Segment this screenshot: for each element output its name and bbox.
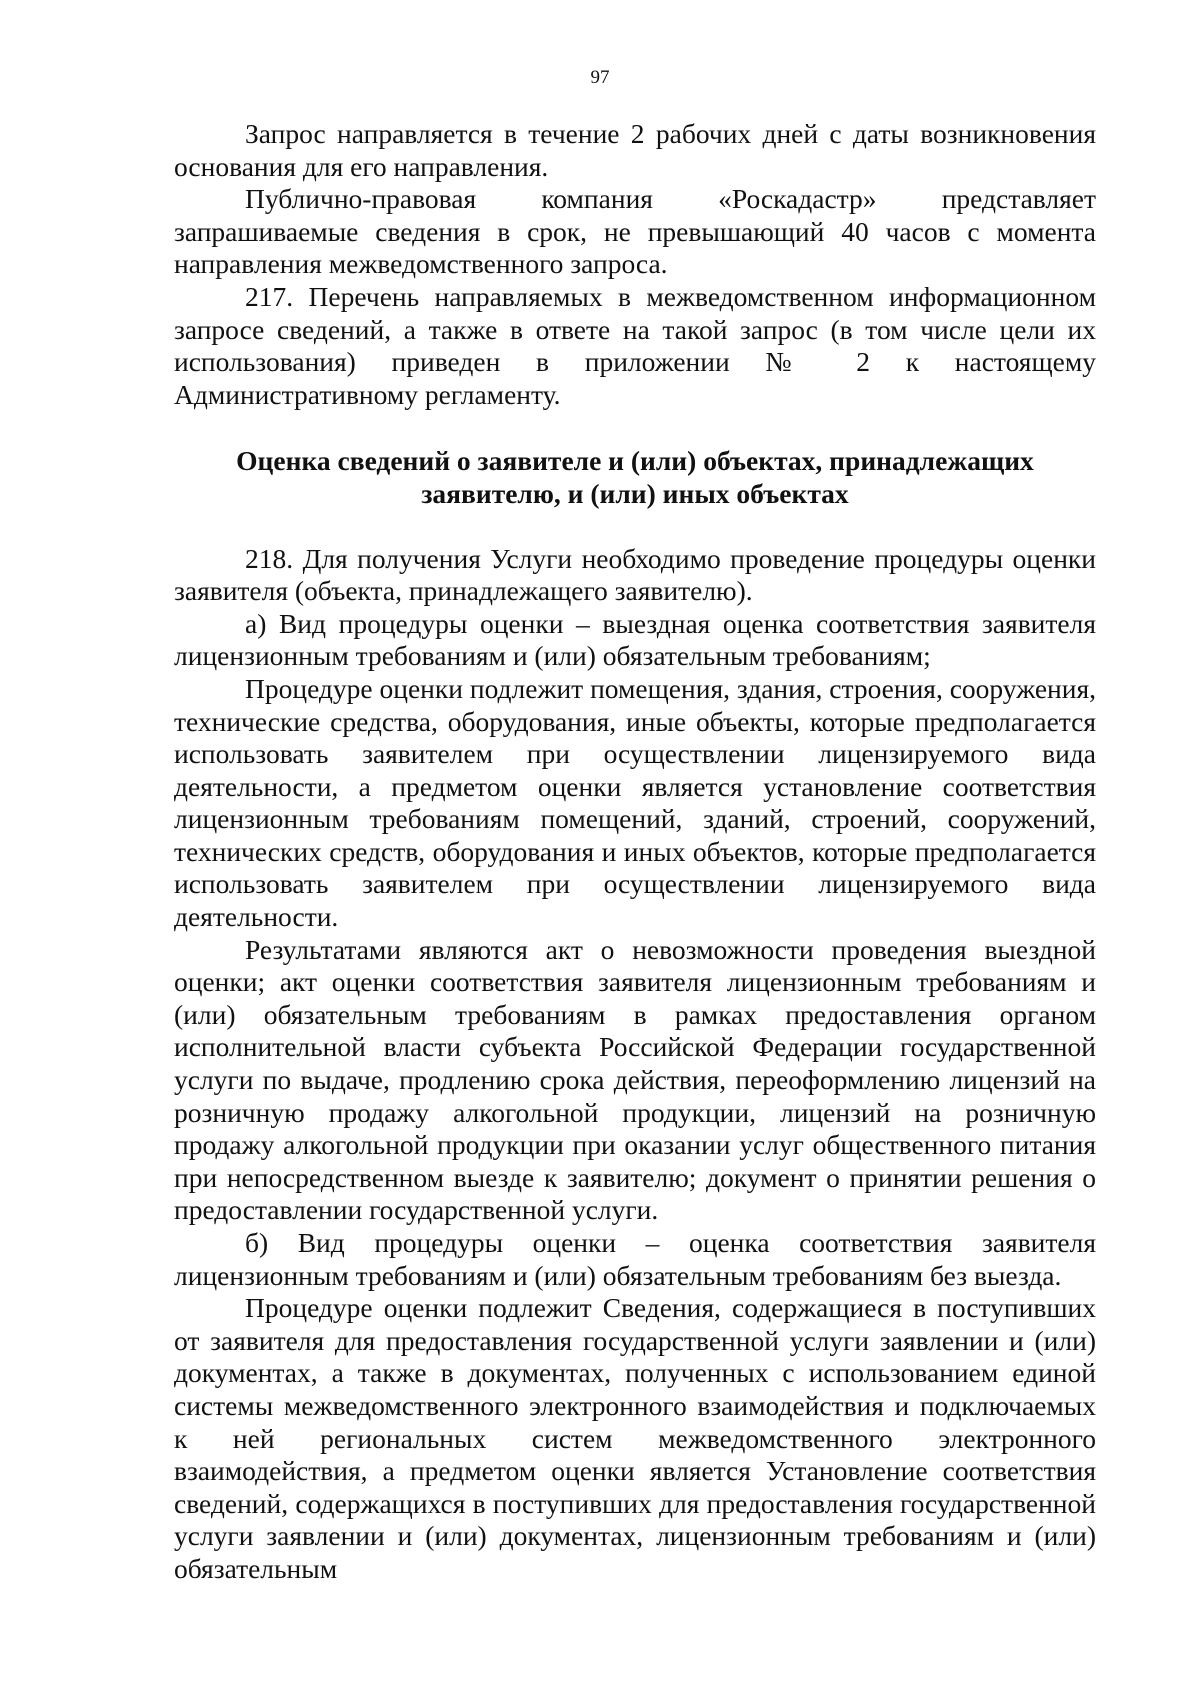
paragraph-procedure-b-subject: Процедуре оценки подлежит Сведения, содержащиеся в поступивших от заявителя для предоставления государственной услуги заявлении и (или) документах, а также в документах, полученных с использованием единой системы межведомственного электронного взаимодействия и подключаемых к ней региональных систем межведомственного электронного взаимодействия, а предметом оценки является Установление соответствия сведений, содержащихся в поступивших для предоставления государственной услуги заявлении и (или) документах, лицензионным требованиям и (или) обязательным (174, 1292, 1096, 1584)
page-number: 97 (590, 67, 610, 88)
section-heading-line-1: Оценка сведений о заявителе и (или) объектах, принадлежащих (236, 445, 1034, 477)
paragraph-roskadastr: Публично-правовая компания «Роскадастр» представляет запрашиваемые сведения в срок, не превышающий 40 часов с момента направления межведомственного запроса. (174, 183, 1096, 280)
paragraph-request-deadline: Запрос направляется в течение 2 рабочих дней с даты возникновения основания для его направления. (174, 118, 1096, 182)
paragraph-217: 217. Перечень направляемых в межведомственном информационном запросе сведений, а также в ответе на такой запрос (в том числе цели их использования) приведен в приложении № 2 к настоящему Административному регламенту. (174, 280, 1096, 410)
paragraph-procedure-a-results: Результатами являются акт о невозможности проведения выездной оценки; акт оценки соответствия заявителя лицензионным требованиям и (или) обязательным требованиям в рамках предоставления органом исполнительной власти субъекта Российской Федерации государственной услуги по выдаче, продлению срока действия, переоформлению лицензий на розничную продажу алкогольной продукции, лицензий на розничную продажу алкогольной продукции при оказании услуг общественного питания при непосредственном выезде к заявителю; документ о принятии решения о предоставлении государственной услуги. (174, 933, 1096, 1226)
section-heading (174, 445, 1096, 510)
paragraph-procedure-a: а) Вид процедуры оценки – выездная оценка соответствия заявителя лицензионным требованиям и (или) обязательным требованиям; (174, 607, 1096, 672)
paragraph-218: 218. Для получения Услуги необходимо проведение процедуры оценки заявителя (объекта, принадлежащего заявителю). (174, 542, 1096, 607)
document-body (174, 118, 1096, 1586)
paragraph-procedure-a-subject: Процедуре оценки подлежит помещения, здания, строения, сооружения, технические средства, оборудования, иные объекты, которые предполагается использовать заявителем при осуществлении лицензируемого вида деятельности, а предметом оценки является установление соответствия лицензионным требованиям помещений, зданий, строений, сооружений, технических средств, оборудования и иных объектов, которые предполагается использовать заявителем при осуществлении лицензируемого вида деятельности. (174, 672, 1096, 933)
section-heading-line-2: заявителю, и (или) иных объектах (421, 477, 849, 509)
paragraph-procedure-b: б) Вид процедуры оценки – оценка соответствия заявителя лицензионным требованиям и (или) обязательным требованиям без выезда. (174, 1227, 1096, 1291)
